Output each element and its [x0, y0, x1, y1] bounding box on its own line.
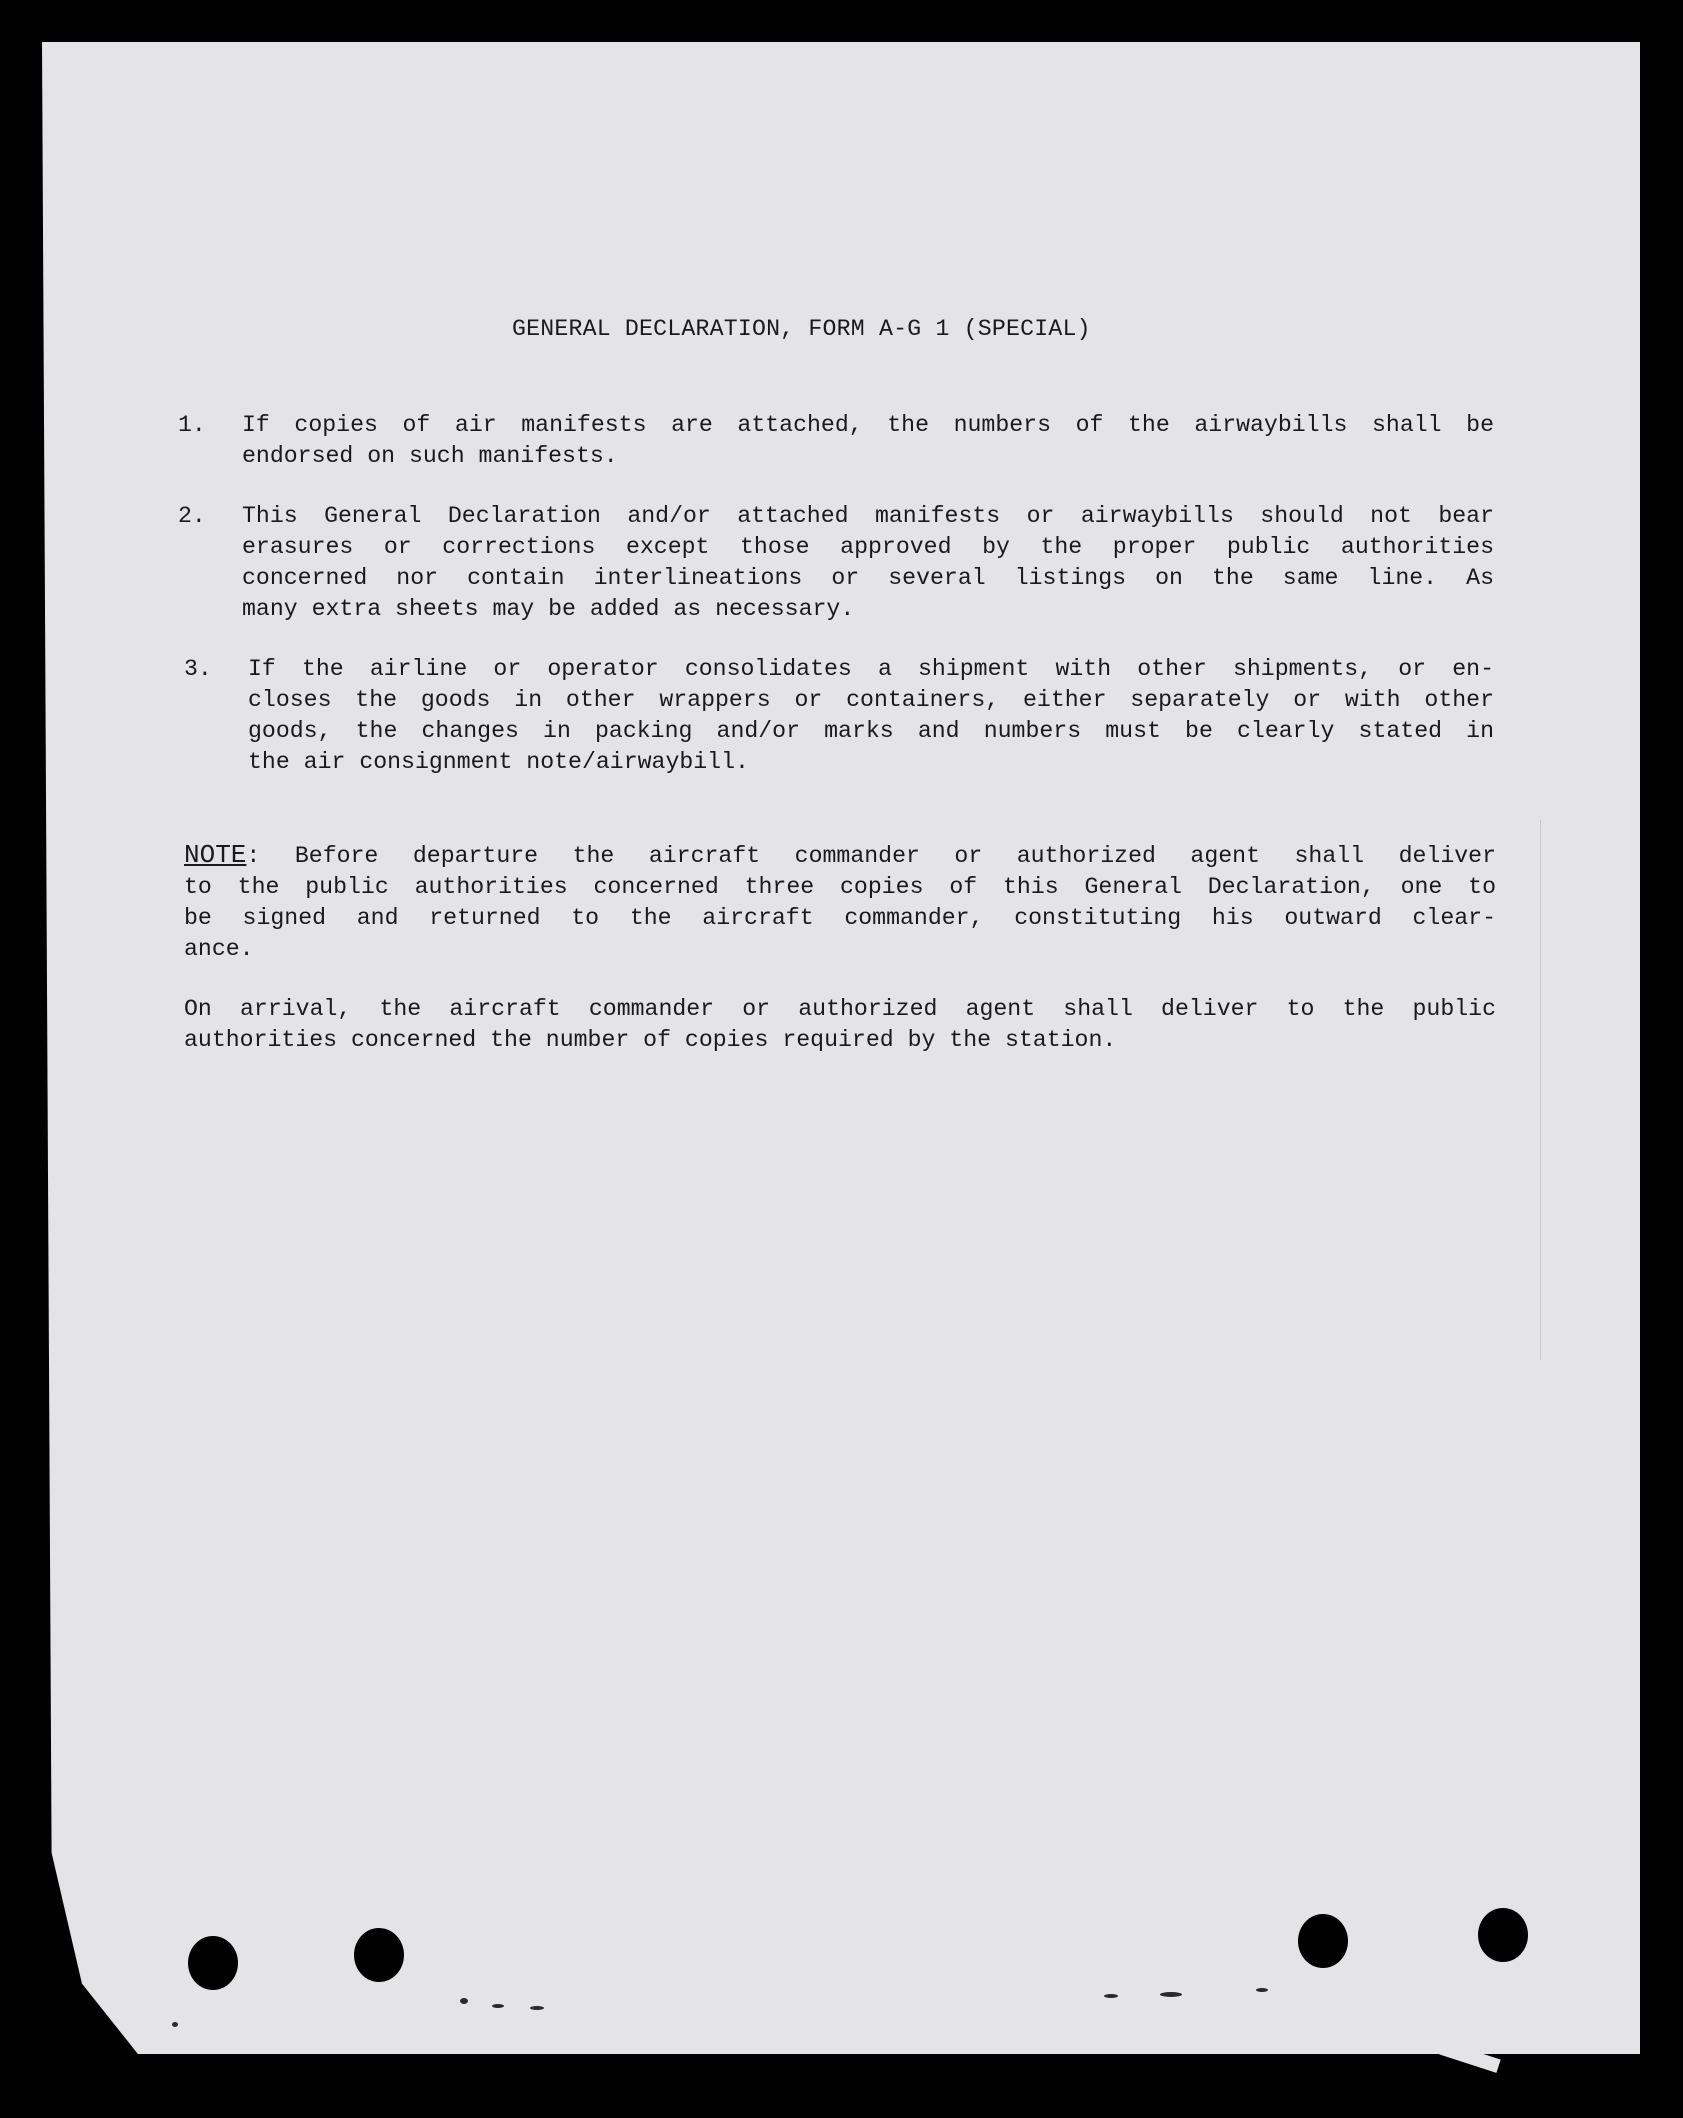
scan-speck: [1256, 1988, 1268, 1992]
item-2-text: [242, 501, 1494, 625]
item-2-line-4: many extra sheets may be added as necessary.: [242, 596, 855, 622]
scan-speck: [172, 2022, 178, 2027]
note-line-3: be signed and returned to the aircraft commander, constituting his outward clear-: [184, 905, 1496, 931]
note-line-1: NOTE: Before departure the aircraft commander or authorized agent shall deliver: [184, 840, 1496, 870]
note-line-4: ance.: [184, 936, 254, 962]
punch-hole-3: [1298, 1914, 1348, 1968]
item-3-text: [248, 654, 1494, 778]
item-1-number: 1.: [178, 412, 206, 438]
scan-speck: [492, 2004, 504, 2008]
paper-crease: [1540, 820, 1541, 1360]
scan-speck: [530, 2006, 544, 2010]
item-2-line-2: erasures or corrections except those approved by the proper public authorities: [242, 534, 1494, 560]
item-1-line-2: endorsed on such manifests.: [242, 443, 618, 469]
item-1-line-1: If copies of air manifests are attached, the numbers of the airwaybills shall be: [242, 412, 1494, 438]
item-3-line-3: goods, the changes in packing and/or marks and numbers must be clearly stated in: [248, 718, 1494, 744]
item-2-line-1: This General Declaration and/or attached manifests or airwaybills should not bear: [242, 503, 1494, 529]
note-line-1-text: Before departure the aircraft commander or authorized agent shall deliver: [294, 843, 1496, 869]
punch-hole-4: [1478, 1908, 1528, 1962]
arrival-paragraph: [184, 994, 1496, 1056]
item-1-text: [242, 410, 1494, 472]
punch-hole-2: [354, 1928, 404, 1982]
note-line-2: to the public authorities concerned three copies of this General Declaration, one to: [184, 874, 1496, 900]
arrival-line-2: authorities concerned the number of copies required by the station.: [184, 1027, 1117, 1053]
scan-speck: [1104, 1994, 1118, 1998]
item-3-line-4: the air consignment note/airwaybill.: [248, 749, 749, 775]
note-label: NOTE: [184, 840, 247, 870]
arrival-line-1: On arrival, the aircraft commander or authorized agent shall deliver to the public: [184, 996, 1496, 1022]
item-3-line-2: closes the goods in other wrappers or containers, either separately or with other: [248, 687, 1494, 713]
note-paragraph: [184, 840, 1496, 965]
item-2-number: 2.: [178, 503, 206, 529]
scan-speck: [460, 1998, 468, 2004]
scan-speck: [1160, 1992, 1182, 1997]
item-2-line-3: concerned nor contain interlineations or several listings on the same line. As: [242, 565, 1494, 591]
document-title: GENERAL DECLARATION, FORM A-G 1 (SPECIAL): [512, 316, 1091, 342]
item-3-number: 3.: [184, 656, 212, 682]
punch-hole-1: [188, 1936, 238, 1990]
item-3-line-1: If the airline or operator consolidates a shipment with other shipments, or en-: [248, 656, 1494, 682]
